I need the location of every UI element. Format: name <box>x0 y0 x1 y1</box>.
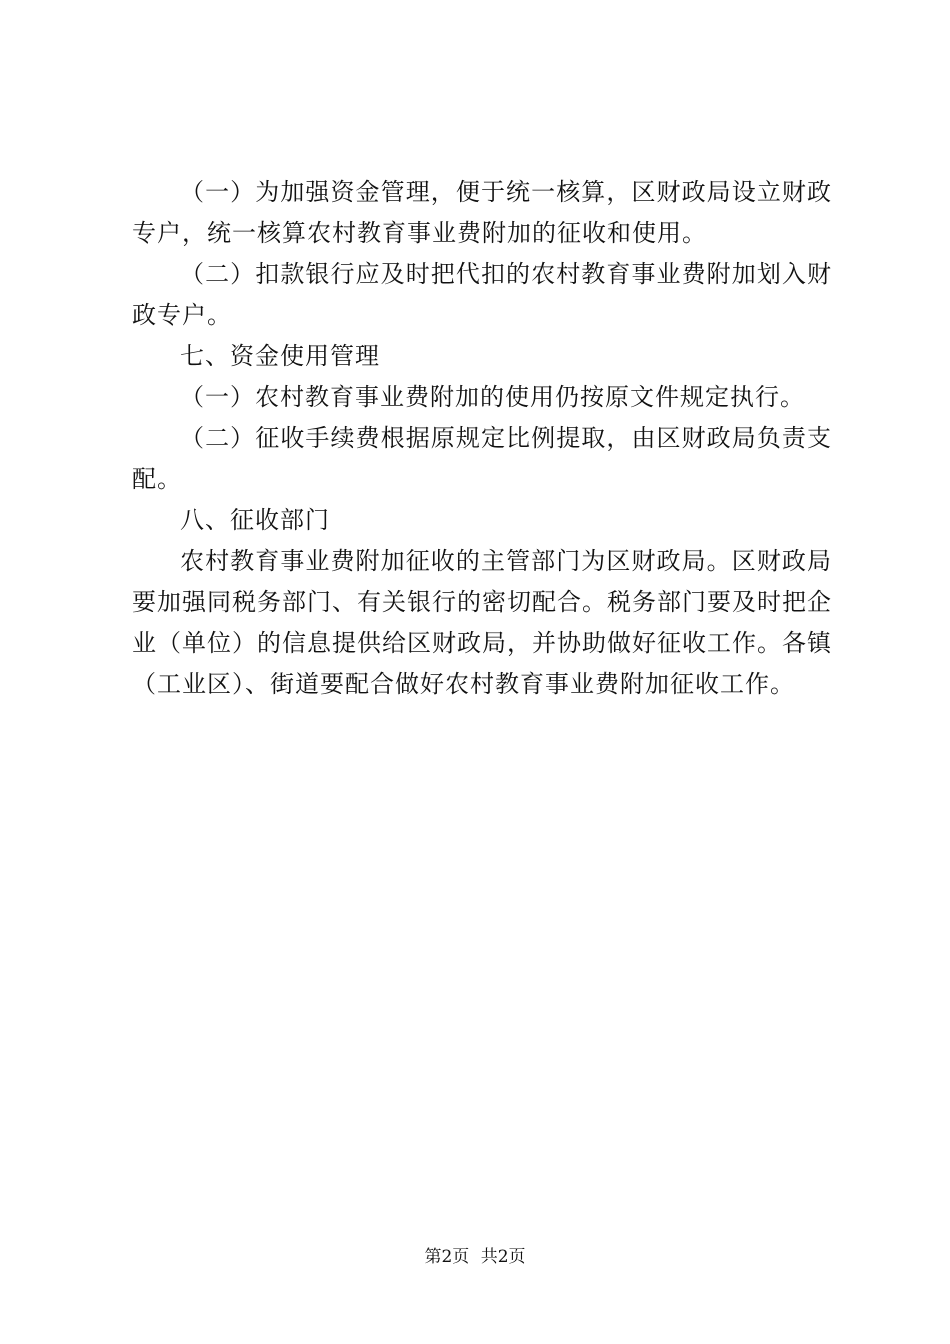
section-heading-7: 七、资金使用管理 <box>180 342 380 370</box>
section-heading-8: 八、征收部门 <box>180 506 330 534</box>
paragraph-collection-department: 农村教育事业费附加征收的主管部门为区财政局。区财政局要加强同税务部门、有关银行的密切配合。税务部门要及时把企业（单位）的信息提供给区财政局，并协助做好征收工作。各镇（工业区）、街道要配合做好农村教育事业费附加征收工作。 <box>132 547 832 698</box>
document-body <box>132 172 832 705</box>
page-number: 第2页 <box>424 1247 470 1267</box>
page-footer <box>0 1242 950 1267</box>
page-total: 共2页 <box>480 1247 526 1267</box>
paragraph-fund-management-1: （一）为加强资金管理，便于统一核算，区财政局设立财政专户，统一核算农村教育事业费附加的征收和使用。 <box>132 178 832 247</box>
paragraph-fund-management-2: （二）扣款银行应及时把代扣的农村教育事业费附加划入财政专户。 <box>132 260 832 329</box>
paragraph-usage-1: （一）农村教育事业费附加的使用仍按原文件规定执行。 <box>180 383 805 411</box>
paragraph-usage-2: （二）征收手续费根据原规定比例提取，由区财政局负责支配。 <box>132 424 832 493</box>
